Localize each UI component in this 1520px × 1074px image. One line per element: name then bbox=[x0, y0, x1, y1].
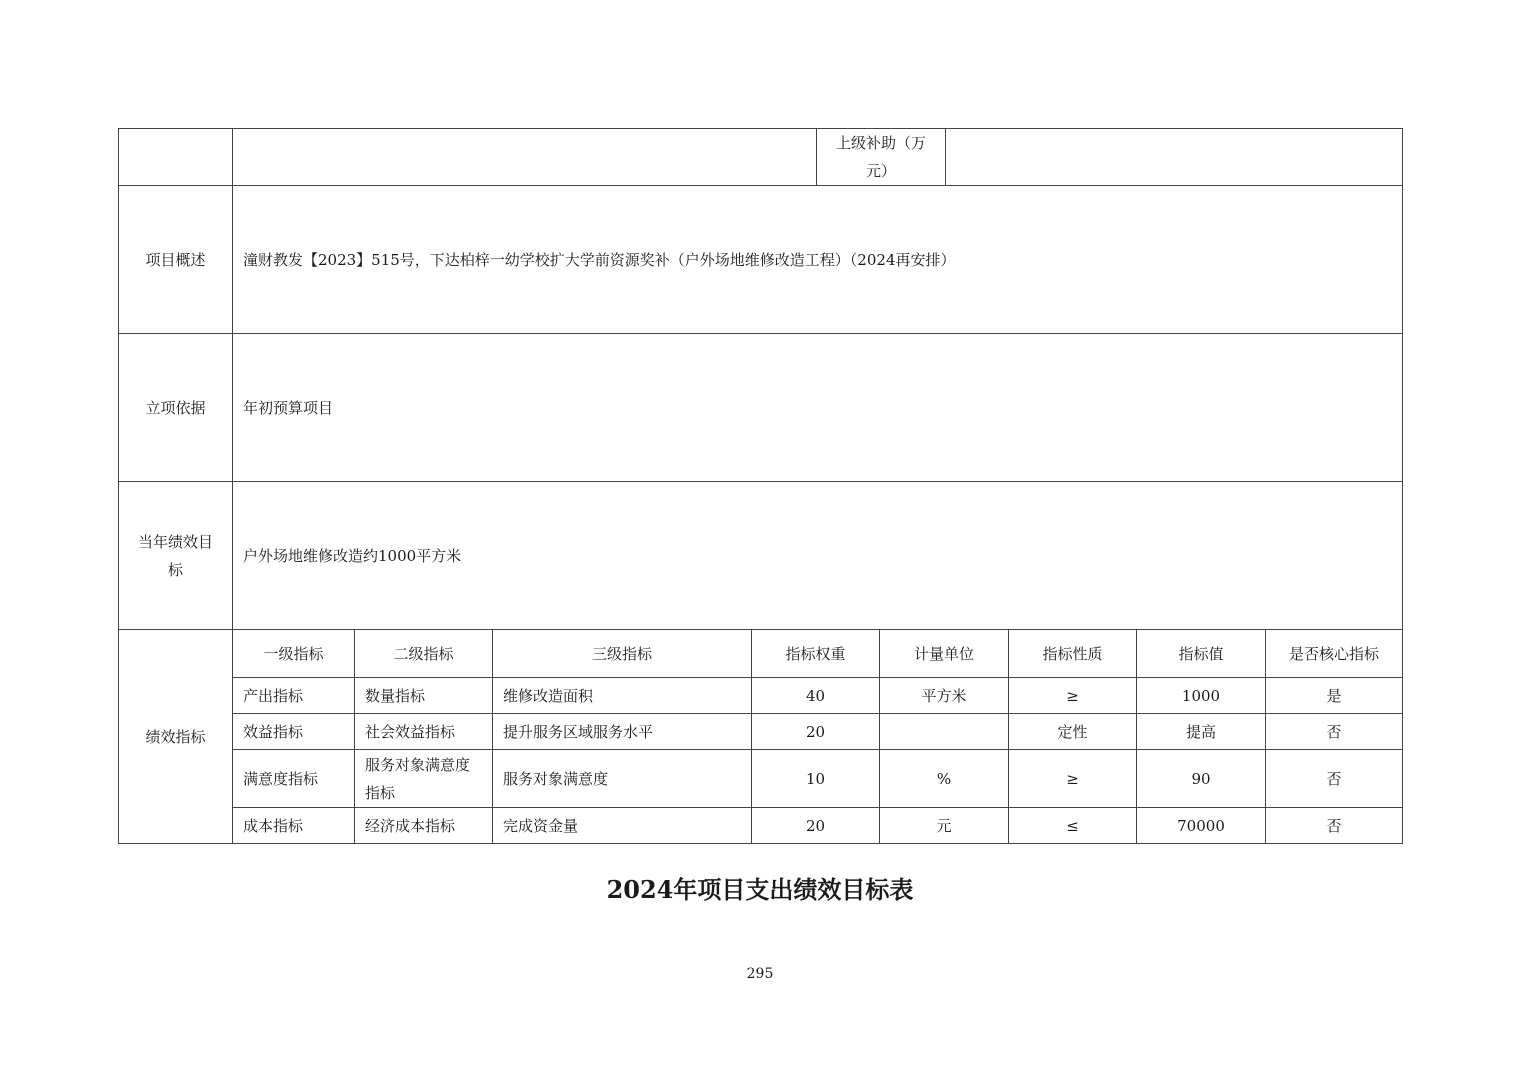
value-cell: 1000 bbox=[1137, 678, 1266, 714]
nature-cell: ≥ bbox=[1009, 750, 1137, 808]
table-row bbox=[119, 750, 1403, 808]
unit-cell bbox=[880, 714, 1009, 750]
empty-label-cell bbox=[119, 129, 233, 186]
value-cell: 提高 bbox=[1137, 714, 1266, 750]
page-heading: 2024年项目支出绩效目标表 bbox=[606, 875, 914, 904]
subsidy-label: 上级补助（万元） bbox=[817, 129, 946, 186]
table-row bbox=[119, 714, 1403, 750]
unit-cell: 平方米 bbox=[880, 678, 1009, 714]
goal-label: 当年绩效目标 bbox=[119, 482, 233, 630]
page-number: 295 bbox=[746, 966, 774, 982]
weight-cell: 10 bbox=[752, 750, 880, 808]
core-cell: 否 bbox=[1266, 808, 1403, 844]
basis-text: 年初预算项目 bbox=[233, 334, 1403, 482]
metrics-table bbox=[118, 629, 1403, 844]
project-info-table bbox=[118, 128, 1403, 630]
level1-cell: 产出指标 bbox=[233, 678, 355, 714]
goal-text: 户外场地维修改造约1000平方米 bbox=[233, 482, 1403, 630]
level3-cell: 维修改造面积 bbox=[493, 678, 752, 714]
core-cell: 否 bbox=[1266, 750, 1403, 808]
basis-label: 立项依据 bbox=[119, 334, 233, 482]
overview-text: 潼财教发【2023】515号，下达柏梓一幼学校扩大学前资源奖补（户外场地维修改造工程）（2024再安排） bbox=[233, 186, 1403, 334]
level3-cell: 提升服务区域服务水平 bbox=[493, 714, 752, 750]
header-value: 指标值 bbox=[1137, 630, 1266, 678]
value-cell: 70000 bbox=[1137, 808, 1266, 844]
table-row bbox=[119, 678, 1403, 714]
level3-cell: 完成资金量 bbox=[493, 808, 752, 844]
core-cell: 否 bbox=[1266, 714, 1403, 750]
empty-value-cell bbox=[233, 129, 817, 186]
unit-cell: 元 bbox=[880, 808, 1009, 844]
level3-cell: 服务对象满意度 bbox=[493, 750, 752, 808]
weight-cell: 20 bbox=[752, 808, 880, 844]
header-level2: 二级指标 bbox=[355, 630, 493, 678]
weight-cell: 40 bbox=[752, 678, 880, 714]
header-level1: 一级指标 bbox=[233, 630, 355, 678]
header-nature: 指标性质 bbox=[1009, 630, 1137, 678]
metrics-section-label: 绩效指标 bbox=[119, 630, 233, 844]
unit-cell: % bbox=[880, 750, 1009, 808]
level1-cell: 成本指标 bbox=[233, 808, 355, 844]
level2-cell: 经济成本指标 bbox=[355, 808, 493, 844]
value-cell: 90 bbox=[1137, 750, 1266, 808]
header-weight: 指标权重 bbox=[752, 630, 880, 678]
header-level3: 三级指标 bbox=[493, 630, 752, 678]
nature-cell: 定性 bbox=[1009, 714, 1137, 750]
header-core: 是否核心指标 bbox=[1266, 630, 1403, 678]
nature-cell: ≥ bbox=[1009, 678, 1137, 714]
level1-cell: 满意度指标 bbox=[233, 750, 355, 808]
level2-cell: 数量指标 bbox=[355, 678, 493, 714]
header-unit: 计量单位 bbox=[880, 630, 1009, 678]
nature-cell: ≤ bbox=[1009, 808, 1137, 844]
weight-cell: 20 bbox=[752, 714, 880, 750]
level1-cell: 效益指标 bbox=[233, 714, 355, 750]
table-row bbox=[119, 808, 1403, 844]
subsidy-value bbox=[946, 129, 1403, 186]
level2-cell: 社会效益指标 bbox=[355, 714, 493, 750]
performance-sheet bbox=[118, 128, 1402, 844]
overview-label: 项目概述 bbox=[119, 186, 233, 334]
core-cell: 是 bbox=[1266, 678, 1403, 714]
level2-cell: 服务对象满意度指标 bbox=[355, 750, 493, 808]
